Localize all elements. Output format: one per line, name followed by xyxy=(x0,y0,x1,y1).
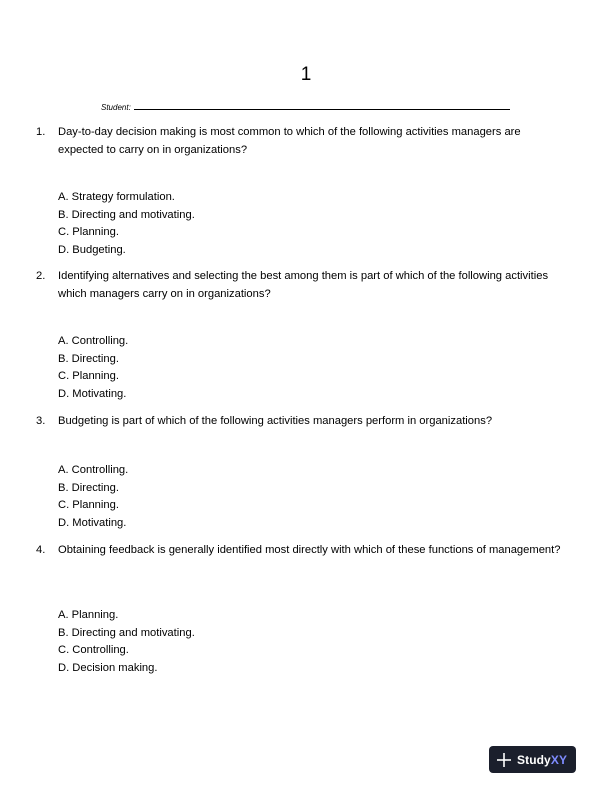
option-b: B. Directing. xyxy=(58,481,119,494)
question-4 xyxy=(36,542,566,560)
student-name-line xyxy=(101,101,510,113)
option-b: B. Directing and motivating. xyxy=(58,208,195,221)
question-text: Obtaining feedback is generally identified most directly with which of these functions of management? xyxy=(58,544,561,556)
question-1 xyxy=(36,124,566,159)
question-1-options xyxy=(58,189,195,259)
option-a: A. Controlling. xyxy=(58,464,129,476)
option-d: D. Motivating. xyxy=(58,387,127,400)
brand-main: Study xyxy=(517,752,551,767)
question-2 xyxy=(36,268,566,303)
question-4-options xyxy=(58,607,195,677)
option-d: D. Budgeting. xyxy=(58,243,126,256)
student-name-blank xyxy=(134,101,510,110)
question-3-options xyxy=(58,462,128,532)
option-b: B. Directing. xyxy=(58,352,119,365)
question-number: 2. xyxy=(36,270,46,282)
option-c: C. Controlling. xyxy=(58,644,129,656)
option-a: A. Planning. xyxy=(58,609,119,621)
question-3 xyxy=(36,413,566,431)
studyxy-watermark-badge xyxy=(489,746,576,773)
option-a: A. Strategy formulation. xyxy=(58,191,175,203)
student-label: Student: xyxy=(101,103,131,112)
question-number: 4. xyxy=(36,544,46,556)
question-text: Budgeting is part of which of the following activities managers perform in organizations? xyxy=(58,415,493,427)
page-number: 1 xyxy=(300,64,312,85)
option-d: D. Motivating. xyxy=(58,516,127,529)
option-c: C. Planning. xyxy=(58,226,119,238)
option-b: B. Directing and motivating. xyxy=(58,626,195,639)
question-2-options xyxy=(58,333,128,403)
plus-icon xyxy=(494,750,514,770)
option-c: C. Planning. xyxy=(58,499,119,511)
question-number: 3. xyxy=(36,415,46,427)
question-text: Identifying alternatives and selecting the best among them is part of which of the following activities which managers carry on in organizations? xyxy=(58,270,549,300)
studyxy-logo-text xyxy=(517,753,567,767)
question-text: Day-to-day decision making is most common to which of the following activities managers are expected to carry on in organizations? xyxy=(58,126,521,156)
question-number: 1. xyxy=(36,126,46,138)
option-d: D. Decision making. xyxy=(58,661,158,674)
option-c: C. Planning. xyxy=(58,370,119,382)
brand-accent: XY xyxy=(550,752,568,767)
option-a: A. Controlling. xyxy=(58,335,129,347)
